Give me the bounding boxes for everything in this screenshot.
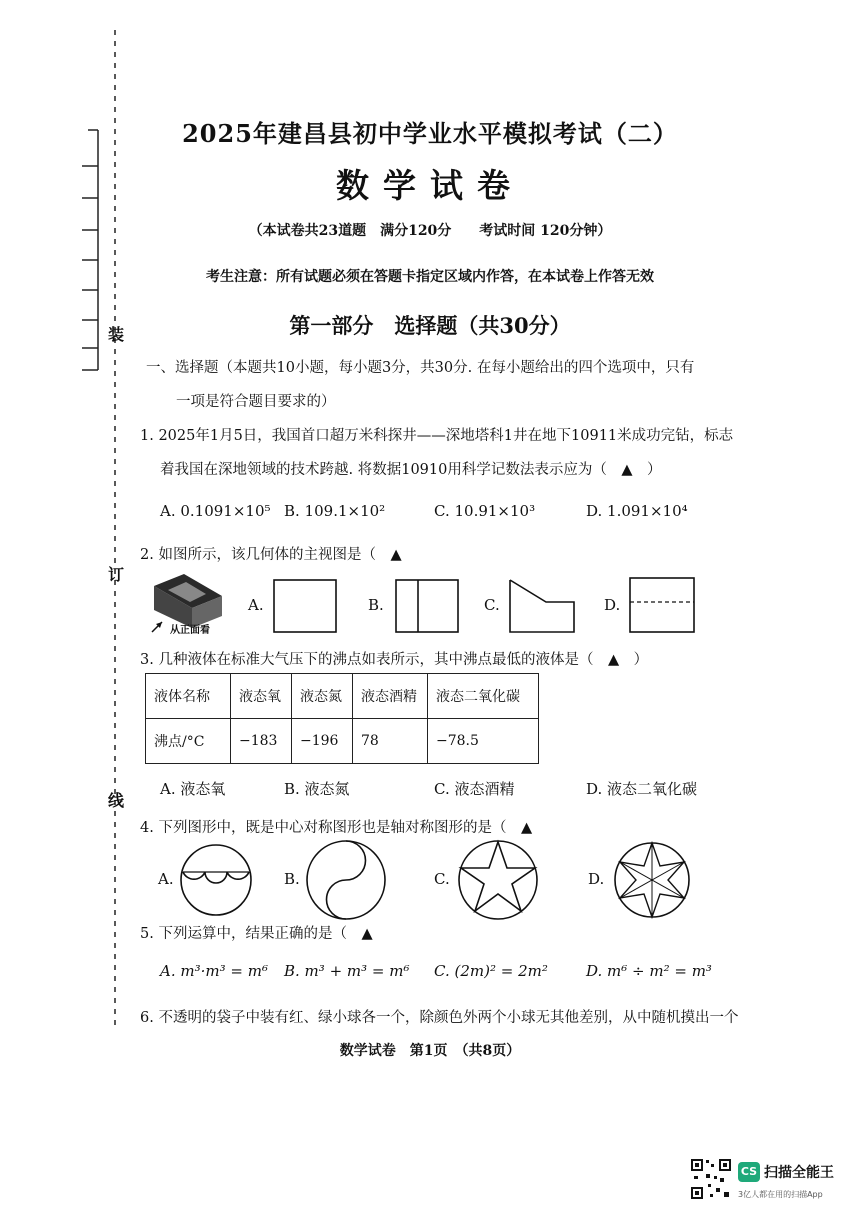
q1-text-1: 1. 2025年1月5日，我国首口超万米科探井——深地塔科1井在地下10911米成功完钻，标志 xyxy=(140,428,734,444)
q1-option-c: C. 10.91×10³ xyxy=(434,502,536,520)
q2-view-b xyxy=(394,578,460,634)
boiling-point-table xyxy=(145,673,539,764)
q4-label-a: A. xyxy=(158,870,174,888)
q3-option-c: C. 液态酒精 xyxy=(434,780,515,798)
table-header-row xyxy=(146,674,539,719)
q4-label-d: D. xyxy=(588,870,605,888)
table-cell: −196 xyxy=(292,719,353,764)
part1-instructions-1: 一、选择题（本题共10小题，每小题3分，共30分. 在每小题给出的四个选项中，只有 xyxy=(146,360,695,376)
binding-label-zhuang: 装 xyxy=(108,325,125,344)
q5-text: 5. 下列运算中，结果正确的是（ ▲ xyxy=(140,926,373,942)
qr-code-icon xyxy=(690,1158,732,1200)
q2-view-c xyxy=(508,576,578,636)
q5-option-a: A. m³·m³ = m⁶ xyxy=(160,962,268,980)
q4-figure-d xyxy=(612,840,692,920)
scanner-tagline: 3亿人都在用的扫描App xyxy=(738,1190,823,1199)
table-cell: 液态二氧化碳 xyxy=(428,674,539,719)
scanner-badge: CS xyxy=(738,1162,760,1182)
exam-notice: 考生注意：所有试题必须在答题卡指定区域内作答，在本试卷上作答无效 xyxy=(206,269,654,285)
exam-title: 2025年建昌县初中学业水平模拟考试（二） xyxy=(182,119,678,148)
binding-label-xian: 线 xyxy=(108,791,125,810)
q4-figure-a xyxy=(178,842,254,918)
solid-view-label: 从正面看 xyxy=(170,625,210,636)
q4-label-c: C. xyxy=(434,870,450,888)
q1-option-b: B. 109.1×10² xyxy=(284,502,386,520)
exam-subject: 数学试卷 xyxy=(336,166,524,205)
q2-text: 2. 如图所示，该几何体的主视图是（ ▲ xyxy=(140,547,402,563)
table-cell: 78 xyxy=(353,719,428,764)
part1-instructions-2: 一项是符合题目要求的） xyxy=(176,394,336,410)
q5-option-d: D. m⁶ ÷ m² = m³ xyxy=(586,962,712,980)
table-cell: −78.5 xyxy=(428,719,539,764)
q5-option-c: C. (2m)² = 2m² xyxy=(434,962,548,980)
q2-label-c: C. xyxy=(484,596,500,614)
part1-title: 第一部分 选择题（共30分） xyxy=(289,313,571,338)
q2-label-d: D. xyxy=(604,596,621,614)
page-footer: 数学试卷 第1页 （共8页） xyxy=(339,1043,521,1059)
q2-label-a: A. xyxy=(248,596,264,614)
table-cell: 液态氮 xyxy=(292,674,353,719)
q4-text: 4. 下列图形中，既是中心对称图形也是轴对称图形的是（ ▲ xyxy=(140,820,533,836)
q3-option-a: A. 液态氧 xyxy=(160,780,226,798)
table-row xyxy=(146,719,539,764)
q3-option-d: D. 液态二氧化碳 xyxy=(586,780,698,798)
q1-option-d: D. 1.091×10⁴ xyxy=(586,502,688,520)
q4-figure-b xyxy=(304,838,388,922)
q3-text: 3. 几种液体在标准大气压下的沸点如表所示，其中沸点最低的液体是（ ▲ ） xyxy=(140,652,649,668)
q1-option-a: A. 0.1091×10⁵ xyxy=(160,502,271,520)
q5-option-b: B. m³ + m³ = m⁶ xyxy=(284,962,410,980)
scanner-name: 扫描全能王 xyxy=(764,1165,834,1181)
q6-text: 6. 不透明的袋子中装有红、绿小球各一个，除颜色外两个小球无其他差别，从中随机摸出一个 xyxy=(140,1010,739,1026)
q1-text-2: 着我国在深地领域的技术跨越. 将数据10910用科学记数法表示应为（ ▲ ） xyxy=(160,462,662,478)
exam-info: （本试卷共23道题 满分120分 考试时间 120分钟） xyxy=(248,223,612,239)
binding-label-ding: 订 xyxy=(108,565,125,584)
table-cell: 沸点/°C xyxy=(146,719,231,764)
q2-view-d xyxy=(628,576,696,634)
q2-label-b: B. xyxy=(368,596,384,614)
table-cell: 液态酒精 xyxy=(353,674,428,719)
q2-view-a xyxy=(272,578,338,634)
table-cell: −183 xyxy=(231,719,292,764)
q4-label-b: B. xyxy=(284,870,300,888)
q4-figure-c xyxy=(456,838,540,922)
table-cell: 液态氧 xyxy=(231,674,292,719)
q3-option-b: B. 液态氮 xyxy=(284,780,350,798)
table-cell: 液体名称 xyxy=(146,674,231,719)
